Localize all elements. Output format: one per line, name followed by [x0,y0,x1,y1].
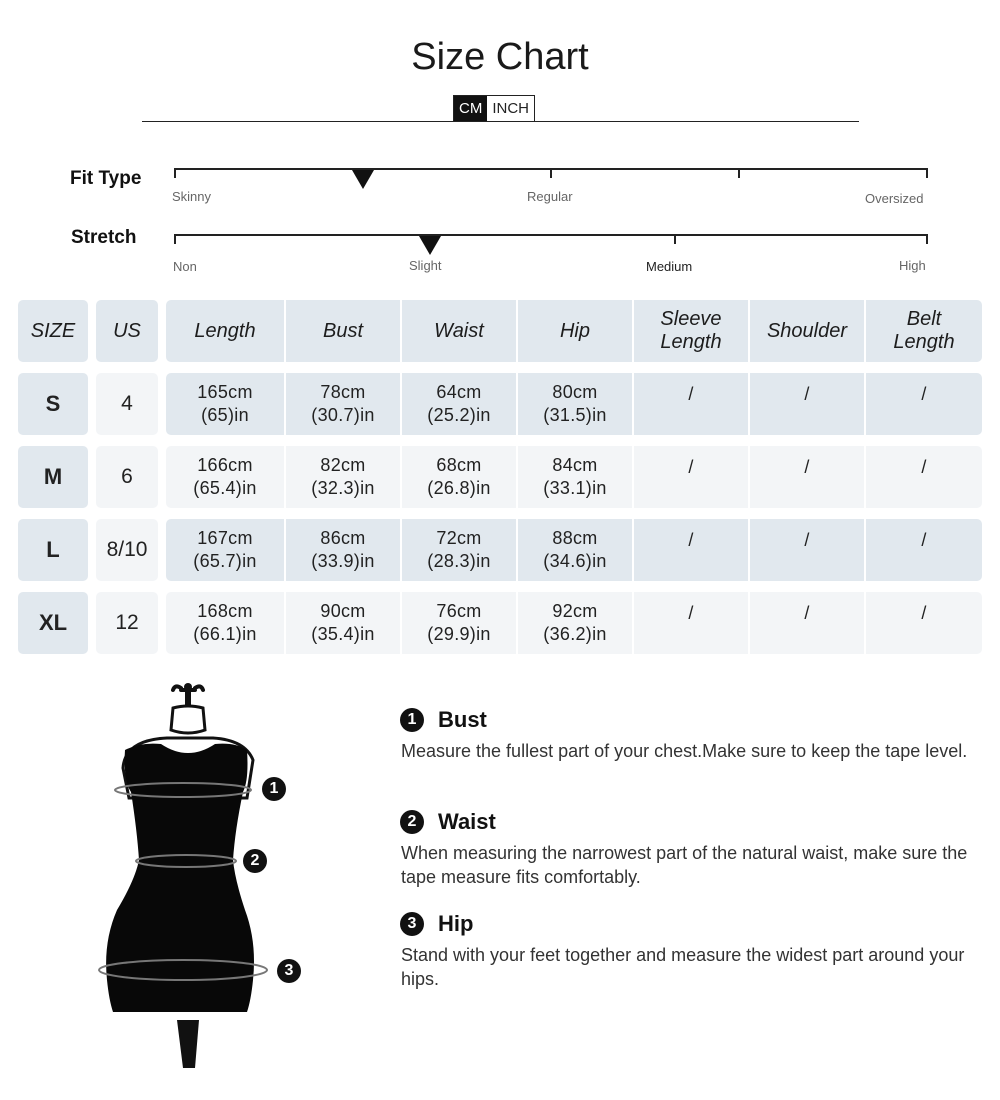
cell-sleeve: / [688,530,694,550]
waist-description: When measuring the narrowest part of the natural waist, make sure the tape measure fits comfortably. [401,843,968,887]
stretch-marker [419,236,441,255]
stretch-tick [674,234,676,244]
cell-sleeve: / [688,457,694,477]
bust-heading [400,707,487,733]
fit-tick-label: Oversized [865,191,924,206]
cell-waist: 72cm (28.3)in [427,528,491,571]
cell-shoulder: / [804,530,810,550]
header-length: Length [194,319,256,342]
cell-length: 165cm (65)in [197,382,253,425]
column-divider [864,300,866,654]
header-size: SIZE [18,300,88,362]
cell-shoulder: / [804,603,810,623]
unit-inch-button[interactable]: INCH [492,100,529,117]
waist-marker-number: 2 [243,849,267,873]
cell-length: 167cm (65.7)in [193,528,257,571]
row-us-cell: 12 [96,592,158,654]
row-size-cell: M [18,446,88,508]
hip-title: Hip [438,911,474,936]
stretch-tick-label: Non [173,259,197,274]
cell-bust: 90cm (35.4)in [311,601,375,644]
hip-number-badge: 3 [400,912,424,936]
row-size-cell: L [18,519,88,581]
header-belt-length: Belt Length [893,308,955,353]
fit-type-marker [352,170,374,189]
row-size-cell: S [18,373,88,435]
unit-toggle[interactable] [453,95,535,122]
hip-description: Stand with your feet together and measure the widest part around your hips. [401,945,965,989]
cell-bust: 82cm (32.3)in [311,455,375,498]
fit-type-tick [550,168,552,178]
cell-waist: 68cm (26.8)in [427,455,491,498]
stretch-scale [174,234,928,236]
hip-heading [400,911,473,937]
fit-tick-label: Skinny [172,189,212,204]
cell-waist: 76cm (29.9)in [427,601,491,644]
column-divider [748,300,750,654]
cell-sleeve: / [688,603,694,623]
cell-waist: 64cm (25.2)in [427,382,491,425]
row-size-cell: XL [18,592,88,654]
header-hip: Hip [559,319,590,342]
unit-cm-button[interactable]: CM [454,96,487,121]
row-us-cell: 6 [96,446,158,508]
cell-belt: / [921,457,927,477]
waist-number-badge: 2 [400,810,424,834]
cell-hip: 92cm (36.2)in [543,601,607,644]
hip-marker-number: 3 [277,959,301,983]
stretch-tick-label: High [899,258,926,273]
column-divider [400,300,402,654]
fit-type-label: Fit Type [70,168,142,189]
fit-tick-label: Regular [527,189,573,204]
cell-bust: 78cm (30.7)in [311,382,375,425]
column-divider [632,300,634,654]
bust-title: Bust [438,707,487,732]
bust-number-badge: 1 [400,708,424,732]
cell-bust: 86cm (33.9)in [311,528,375,571]
column-divider [284,300,286,654]
stretch-tick [926,234,928,244]
header-bust: Bust [322,319,364,342]
bust-description: Measure the fullest part of your chest.Make sure to keep the tape level. [401,741,968,761]
stretch-label: Stretch [71,227,137,248]
stretch-tick-label: Medium [646,259,693,274]
cell-shoulder: / [804,384,810,404]
stretch-tick-label: Slight [409,258,442,273]
cell-belt: / [921,530,927,550]
cell-hip: 80cm (31.5)in [543,382,607,425]
fit-type-tick [926,168,928,178]
row-us-cell: 4 [96,373,158,435]
dress-form-illustration [95,680,310,1075]
page-title: Size Chart [411,36,589,78]
row-us-cell: 8/10 [96,519,158,581]
cell-belt: / [921,384,927,404]
cell-hip: 88cm (34.6)in [543,528,607,571]
header-sleeve-length: Sleeve Length [660,308,722,353]
waist-heading [400,809,496,835]
bust-marker-number: 1 [262,777,286,801]
waist-title: Waist [438,809,496,834]
cell-belt: / [921,603,927,623]
cell-length: 166cm (65.4)in [193,455,257,498]
column-divider [516,300,518,654]
cell-hip: 84cm (33.1)in [543,455,607,498]
cell-shoulder: / [804,457,810,477]
header-waist: Waist [434,319,484,342]
header-shoulder: Shoulder [766,319,848,342]
cell-length: 168cm (66.1)in [193,601,257,644]
fit-type-tick [174,168,176,178]
stretch-tick [174,234,176,244]
cell-sleeve: / [688,384,694,404]
fit-type-tick [738,168,740,178]
header-us: US [96,300,158,362]
